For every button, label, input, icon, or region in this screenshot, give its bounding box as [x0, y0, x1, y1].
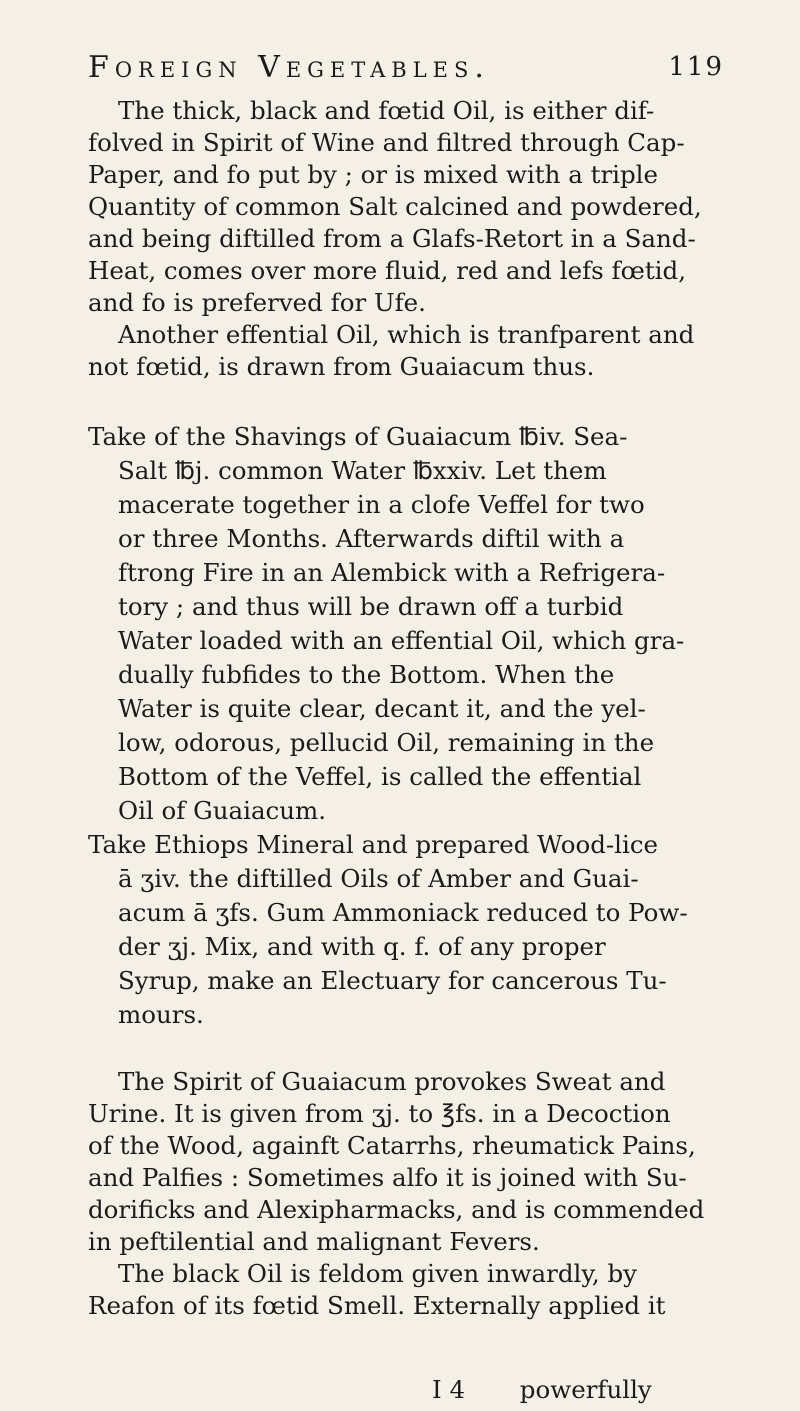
text-line: Water loaded with an effential Oil, which gra- [118, 626, 685, 655]
text-line: Quantity of common Salt calcined and powdered, [88, 192, 702, 221]
text-line: of the Wood, againft Catarrhs, rheumatick Pains, [88, 1131, 696, 1160]
text-line: Take of the Shavings of Guaiacum ℔iv. Sea- [88, 422, 628, 451]
text-line: not fœtid, is drawn from Guaiacum thus. [88, 352, 595, 381]
text-line: The black Oil is feldom given inwardly, by [118, 1259, 638, 1288]
text-line: dually fubfides to the Bottom. When the [118, 660, 615, 689]
text-line: mours. [118, 1000, 204, 1029]
signature-mark: I 4 [432, 1375, 466, 1404]
text-line: Water is quite clear, decant it, and the yel- [118, 694, 646, 723]
text-line: Salt ℔j. common Water ℔xxiv. Let them [118, 456, 607, 485]
text-line: and fo is preferved for Ufe. [88, 288, 426, 317]
text-line: acum ā ʒfs. Gum Ammoniack reduced to Pow- [118, 898, 688, 927]
text-line: Bottom of the Veffel, is called the effential [118, 762, 642, 791]
text-line: or three Months. Afterwards diftil with a [118, 524, 625, 553]
text-line: der ʒj. Mix, and with q. f. of any proper [118, 932, 606, 961]
text-line: and Palfies : Sometimes alfo it is joined with Su- [88, 1163, 687, 1192]
text-line: tory ; and thus will be drawn off a turbid [118, 592, 624, 621]
page-number: 119 [668, 52, 724, 82]
text-line: Oil of Guaiacum. [118, 796, 327, 825]
text-line: ftrong Fire in an Alembick with a Refrigera- [118, 558, 666, 587]
text-line: macerate together in a clofe Veffel for two [118, 490, 645, 519]
catchword: powerfully [519, 1375, 652, 1404]
text-line: Paper, and fo put by ; or is mixed with a triple [88, 160, 659, 189]
text-line: ā ʒiv. the diftilled Oils of Amber and Guai- [118, 864, 639, 893]
text-line: Heat, comes over more fluid, red and lefs fœtid, [88, 256, 686, 285]
text-line: dorificks and Alexipharmacks, and is commended [88, 1195, 705, 1224]
text-line: and being diftilled from a Glafs-Retort in a Sand- [88, 224, 696, 253]
text-line: The thick, black and fœtid Oil, is either dif- [118, 96, 655, 125]
text-line: folved in Spirit of Wine and filtred through Cap- [88, 128, 685, 157]
page-header [88, 50, 724, 98]
catchwords [432, 1375, 652, 1404]
text-line: Take Ethiops Mineral and prepared Wood-lice [88, 830, 659, 859]
running-head: Foreign Vegetables. [88, 50, 490, 85]
text-line: low, odorous, pellucid Oil, remaining in the [118, 728, 655, 757]
text-line: The Spirit of Guaiacum provokes Sweat and [118, 1067, 666, 1096]
text-line: Syrup, make an Electuary for cancerous Tu- [118, 966, 667, 995]
text-line: Another effential Oil, which is tranfparent and [118, 320, 695, 349]
text-line: Urine. It is given from ʒj. to ℥fs. in a Decoction [88, 1099, 671, 1128]
text-line: in peftilential and malignant Fevers. [88, 1227, 540, 1256]
text-line: Reafon of its fœtid Smell. Externally applied it [88, 1291, 666, 1320]
